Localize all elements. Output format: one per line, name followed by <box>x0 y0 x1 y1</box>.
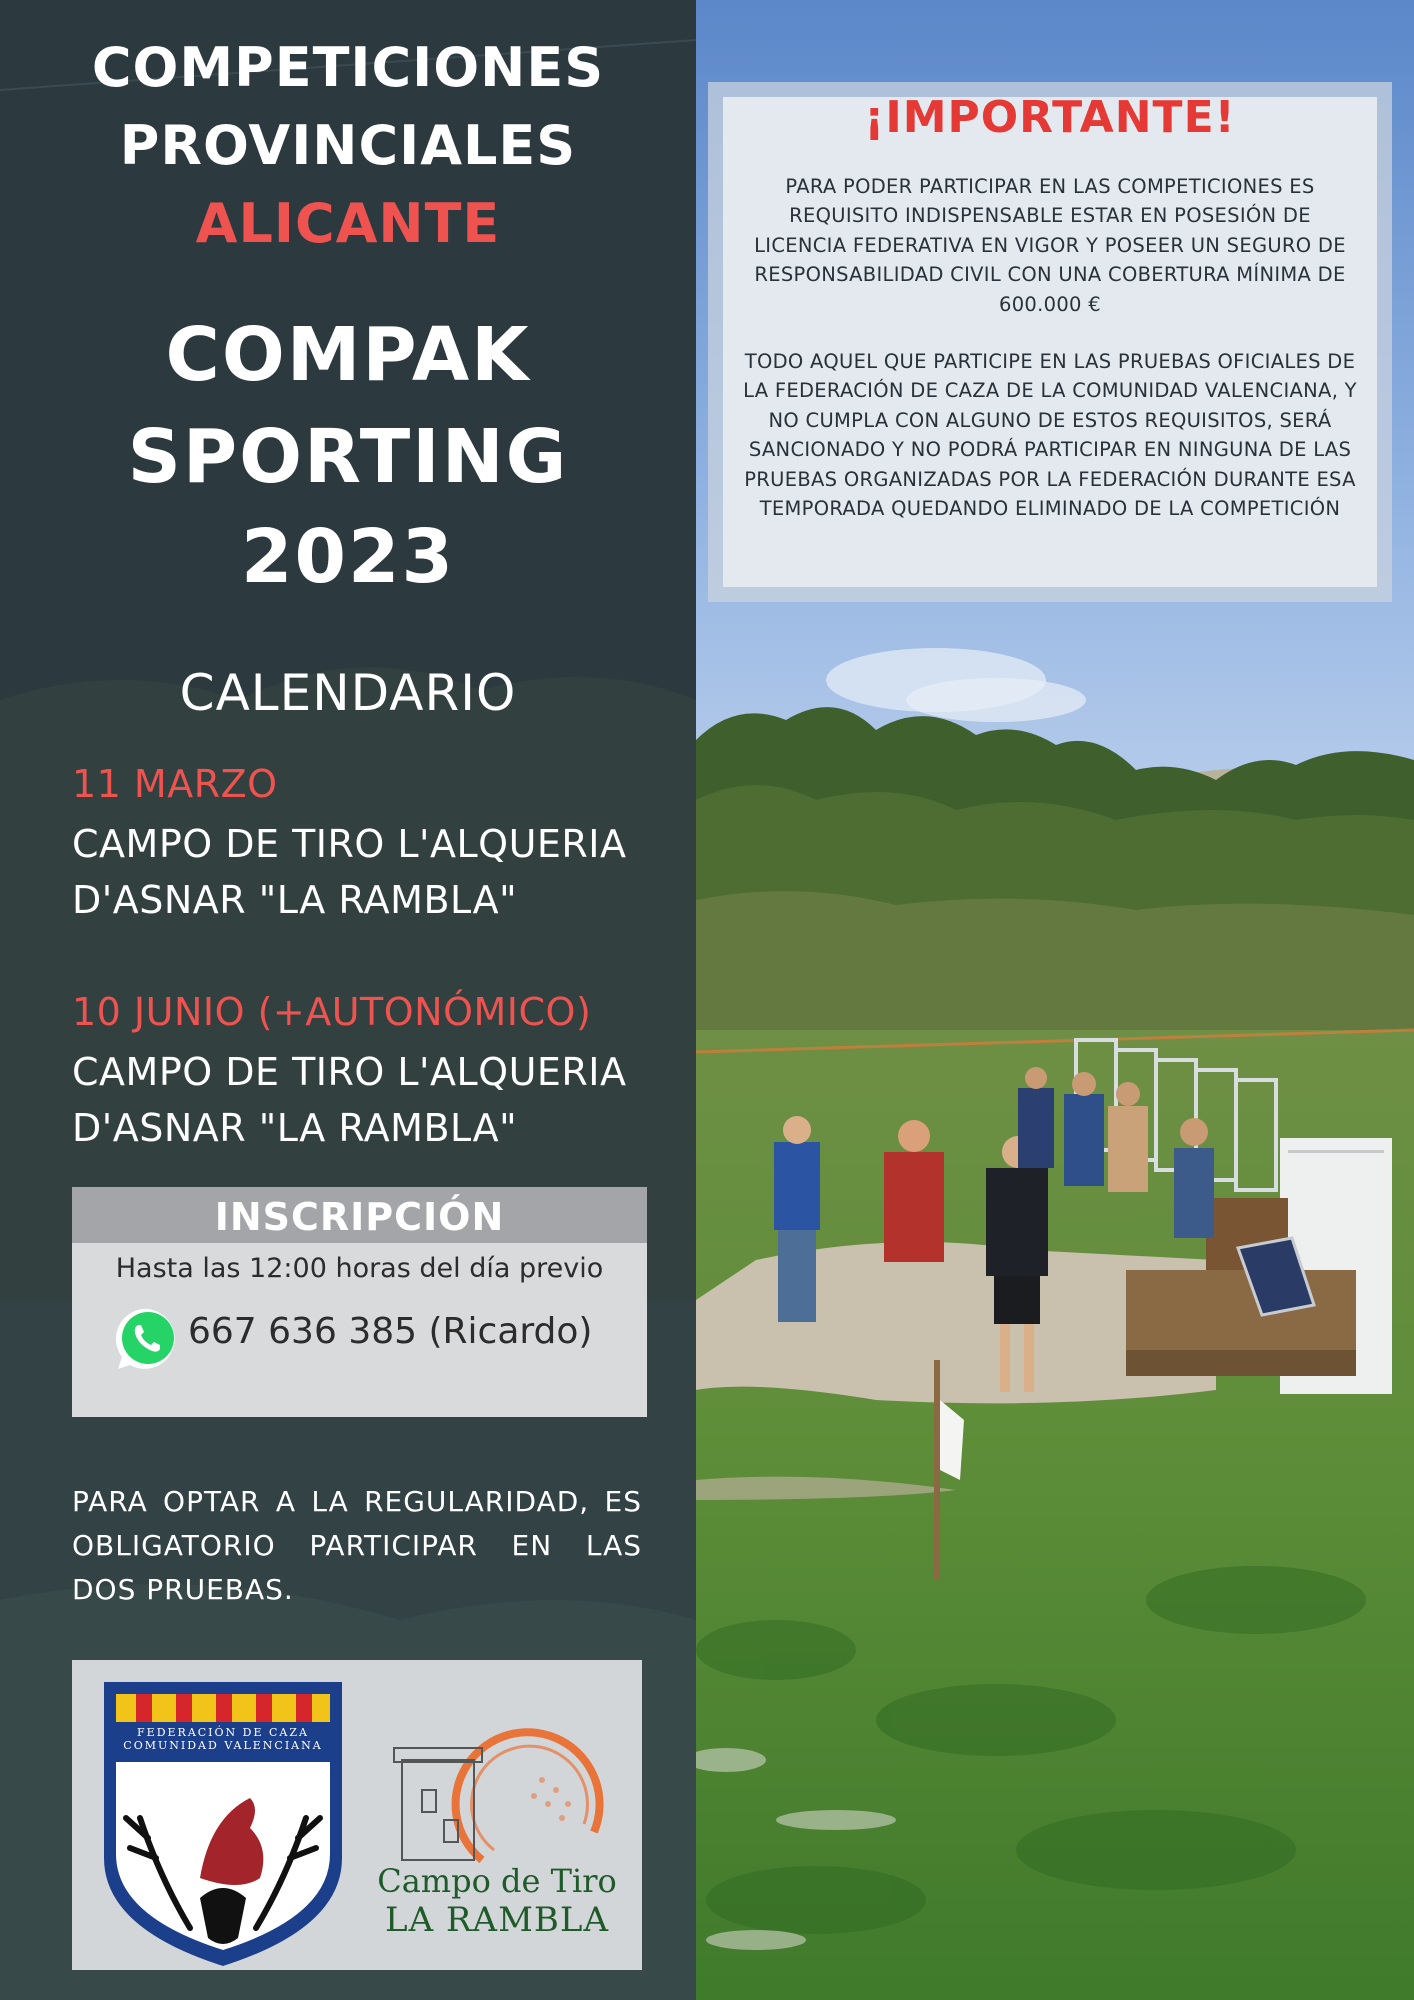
calendar-date-1: 11 MARZO <box>72 762 278 806</box>
rambla-tower-icon <box>362 1720 632 1870</box>
header-line-1: COMPETICIONES <box>91 36 605 99</box>
left-panel <box>0 0 696 2000</box>
inscription-deadline: Hasta las 12:00 horas del día previo <box>115 1253 604 1284</box>
calendar-place-2-line-1: CAMPO DE TIRO L'ALQUERIA <box>72 1050 627 1094</box>
important-paragraph-2: TODO AQUEL QUE PARTICIPE EN LAS PRUEBAS OFICIALES DE LA FEDERACIÓN DE CAZA DE LA COMUNIDAD VALENCIANA, Y NO CUMPLA CON ALGUNO DE ESTOS REQUISITOS, SERÁ SANCIONADO Y NO PODRÁ PARTICIPAR EN NINGUNA DE LAS PRUEBAS ORGANIZADAS POR LA FEDERACIÓN DURANTE ESA TEMPORADA QUEDANDO ELIMINADO DE LA COMPETICIÓN <box>743 350 1357 521</box>
header-line-2: PROVINCIALES <box>119 114 577 177</box>
rambla-logo-line-2: LA RAMBLA <box>384 1900 610 1940</box>
header-location: ALICANTE <box>195 192 501 255</box>
federation-name-line-2: COMUNIDAD VALENCIANA <box>123 1739 323 1752</box>
important-paragraph-1: PARA PODER PARTICIPAR EN LAS COMPETICIONES ES REQUISITO INDISPENSABLE ESTAR EN POSESIÓN DE LICENCIA FEDERATIVA EN VIGOR Y POSEER UN SEGURO DE RESPONSABILIDAD CIVIL CON UNA COBERTURA MÍNIMA DE 600.000 € <box>754 175 1346 316</box>
event-title-line-2: SPORTING <box>127 414 569 500</box>
rambla-logo <box>362 1720 632 1960</box>
inscription-phone[interactable]: 667 636 385 (Ricardo) <box>188 1311 593 1352</box>
federation-logo <box>100 1678 346 1968</box>
event-title-line-1: COMPAK <box>165 312 531 398</box>
calendar-place-1-line-1: CAMPO DE TIRO L'ALQUERIA <box>72 822 627 866</box>
rambla-logo-line-1: Campo de Tiro <box>377 1862 617 1900</box>
logos-panel <box>72 1660 642 1970</box>
calendar-place-2 <box>72 1044 692 1156</box>
event-year: 2023 <box>241 514 455 600</box>
calendar-place-1 <box>72 816 692 928</box>
inscription-box <box>72 1187 647 1417</box>
whatsapp-icon[interactable] <box>114 1305 182 1373</box>
regularity-note: PARA OPTAR A LA REGULARIDAD, ES OBLIGATORIO PARTICIPAR EN LAS DOS PRUEBAS. <box>72 1485 642 1606</box>
federation-name-line-1: FEDERACIÓN DE CAZA <box>137 1726 309 1739</box>
calendar-title: CALENDARIO <box>179 664 517 722</box>
federation-name <box>100 1726 346 1752</box>
important-title: ¡IMPORTANTE! <box>864 92 1236 143</box>
calendar-date-2: 10 JUNIO (+AUTONÓMICO) <box>72 990 592 1034</box>
inscription-title: INSCRIPCIÓN <box>72 1187 647 1243</box>
calendar-place-2-line-2: D'ASNAR "LA RAMBLA" <box>72 1106 518 1150</box>
federation-shield-icon <box>100 1678 346 1968</box>
calendar-place-1-line-2: D'ASNAR "LA RAMBLA" <box>72 878 518 922</box>
